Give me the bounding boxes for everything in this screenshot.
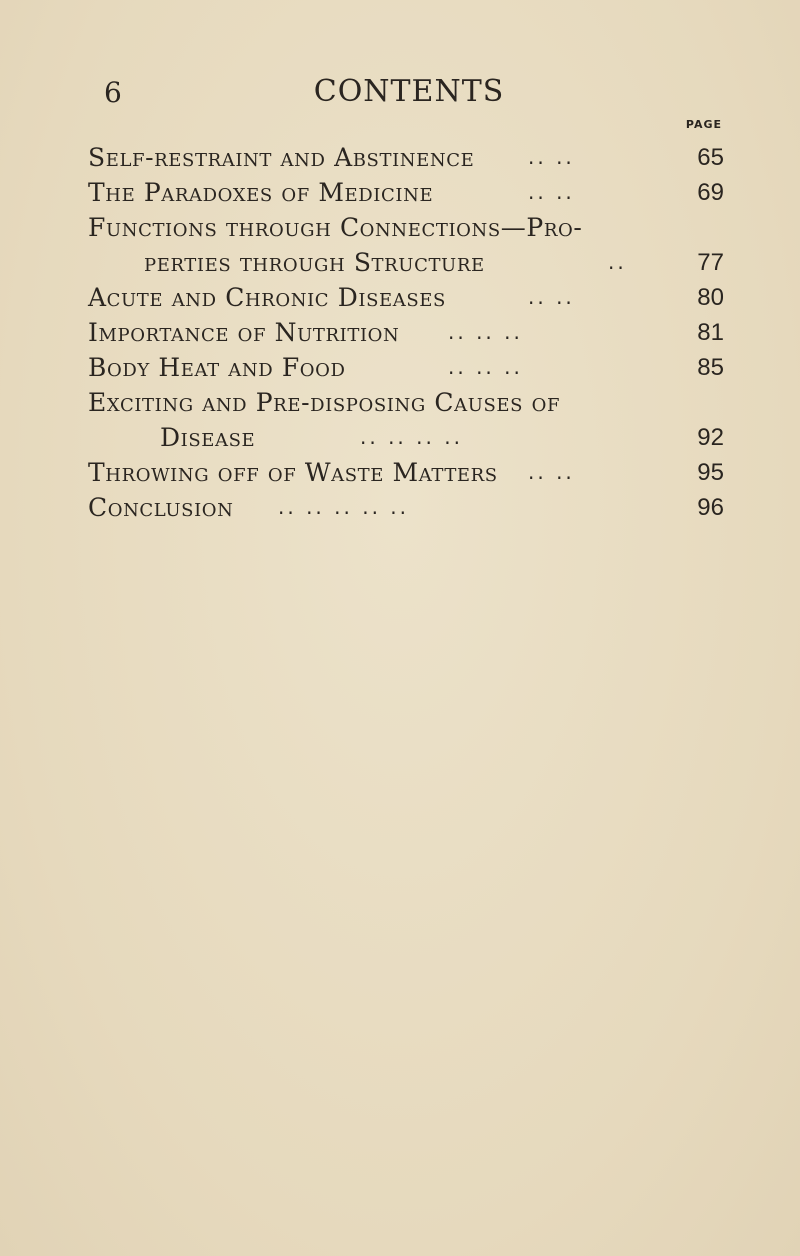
toc-page-number: 95: [697, 459, 724, 486]
toc-entry-title: Throwing off of Waste Matters: [88, 458, 498, 487]
toc-entry: [88, 315, 724, 350]
toc-page-number: 77: [697, 249, 724, 276]
toc-leader-dots: .. .. .. .. ..: [278, 495, 410, 519]
toc-page-number: 69: [697, 179, 724, 206]
toc-page-number: 85: [697, 354, 724, 381]
toc-entry-title: Importance of Nutrition: [88, 318, 400, 347]
toc-entry: [88, 490, 724, 525]
toc-entry: [88, 175, 724, 210]
toc-entry-title: Self-restraint and Abstinence: [88, 143, 475, 172]
page-column-label: PAGE: [685, 118, 722, 131]
toc-entry-title: The Paradoxes of Medicine: [88, 178, 434, 207]
toc-entry: [88, 385, 724, 455]
toc-page-number: 96: [697, 494, 724, 521]
toc-entry-title: Conclusion: [88, 493, 234, 522]
toc-page-number: 81: [697, 319, 724, 346]
toc-leader-dots: .. .. .. ..: [360, 425, 463, 449]
toc-page-number: 92: [697, 424, 724, 451]
toc-entry: [88, 210, 724, 280]
toc-entry-title-line-1: Exciting and Pre-disposing Causes of: [88, 388, 561, 417]
toc-leader-dots: ..: [608, 250, 627, 274]
toc-leader-dots: .. ..: [528, 180, 575, 204]
toc-entry: [88, 140, 724, 175]
toc-page-number: 80: [697, 284, 724, 311]
toc-entry-title-line-2: Disease: [160, 423, 256, 452]
page-title: CONTENTS: [313, 74, 505, 109]
toc-leader-dots: .. ..: [528, 460, 575, 484]
table-of-contents: [88, 140, 724, 525]
toc-leader-dots: .. ..: [528, 145, 575, 169]
toc-entry-title-line-1: Functions through Connections—Pro-: [88, 213, 583, 242]
toc-entry: [88, 350, 724, 385]
page-number: 6: [104, 76, 122, 109]
toc-entry: [88, 455, 724, 490]
toc-entry: [88, 280, 724, 315]
toc-page-number: 65: [697, 144, 724, 171]
toc-entry-title-line-2: perties through Structure: [144, 248, 485, 277]
toc-leader-dots: .. ..: [528, 285, 575, 309]
toc-entry-title: Body Heat and Food: [88, 353, 346, 382]
toc-entry-title: Acute and Chronic Diseases: [88, 283, 446, 312]
toc-leader-dots: .. .. ..: [448, 355, 523, 379]
toc-leader-dots: .. .. ..: [448, 320, 523, 344]
